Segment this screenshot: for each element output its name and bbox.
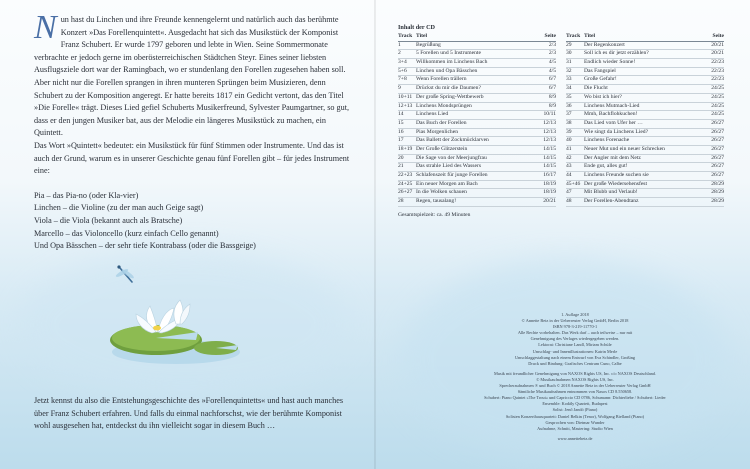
track-page: 4/5 (548, 67, 556, 74)
track-title: Linchens Mondsprüngen (416, 102, 472, 109)
track-number: 29 (566, 41, 572, 48)
track-title: Mit Blubb und Verlaub! (584, 189, 638, 196)
track-title: Wo bist ich hier? (584, 93, 622, 100)
track-page: 12/13 (543, 137, 556, 144)
track-row (398, 172, 556, 181)
track-number: 43 (566, 163, 572, 170)
track-page: 24/25 (711, 102, 724, 109)
track-number: 35 (566, 93, 572, 100)
instrument-line: Und Opa Bässchen – der sehr tiefe Kontrabass (oder die Bassgeige) (34, 241, 256, 251)
track-row (398, 42, 556, 51)
track-title: Der Forellen-Abendtanz (584, 198, 639, 205)
track-table-header (398, 33, 556, 42)
track-title: Die Sage von der Meerjungfrau (416, 154, 487, 161)
track-row (398, 198, 556, 207)
story-text (34, 9, 354, 253)
track-page: 22/23 (711, 59, 724, 66)
track-title: Wenn Forellen trällern (416, 76, 467, 83)
track-title: Das Fangspiel (584, 67, 616, 74)
imprint-line: Musik mit freundlicher Genehmigung von NAXOS Rights US, Inc. c/o NAXOS Deutschland. (493, 370, 657, 376)
track-row (566, 181, 724, 190)
instrument-line: Marcello – das Violoncello (kurz einfach Cello genannt) (34, 228, 219, 238)
track-title: Schlafenszeit für junge Forellen (416, 172, 488, 178)
track-number: 17 (398, 137, 404, 144)
track-row (398, 146, 556, 155)
track-number: 2 (398, 50, 401, 57)
track-number: 30 (566, 50, 572, 57)
track-number: 24+25 (398, 180, 413, 187)
track-number: 44 (566, 172, 572, 178)
track-title: Linchens Mutmach-Lied (584, 102, 640, 109)
track-row (398, 94, 556, 103)
track-row (566, 42, 724, 51)
header-title: Titel (584, 33, 596, 39)
track-page: 26/27 (711, 119, 724, 126)
header-page: Seite (544, 33, 556, 39)
track-title: Linchens Forenache (584, 137, 630, 144)
track-title: Linchens Lied (416, 111, 449, 118)
cd-contents-title: Inhalt der CD (398, 24, 436, 31)
track-title: Mmh, Bachflohkuchen! (584, 111, 638, 118)
track-column-right (566, 33, 724, 207)
imprint-line: Aufnahme, Schnitt, Mastering: Studio Wien (537, 425, 613, 431)
track-page: 20/21 (543, 198, 556, 205)
track-title: Linchens Freunde suchen sie (584, 172, 649, 178)
track-title: Das Lied vom Ufer her … (584, 119, 643, 126)
track-row (566, 59, 724, 68)
imprint-line: Genehmigung des Verlages wiedergegeben werden. (530, 336, 620, 342)
story-paragraph-quintett: Das Wort »Quintett« bedeutet: ein Musikstück für fünf Stimmen oder Instrumente. Und das ist auch der Grund, warum es in unserer Geschichte genau fünf Forellen gibt – für jedes Instrument eine: (34, 140, 350, 176)
track-page: 2/3 (548, 41, 556, 48)
imprint-line: Sämtliche Musikaufnahmen entnommen von Naxos CD 8.550658. (517, 389, 633, 395)
story-outro-text: Jetzt kennst du also die Entstehungsgeschichte des »Forellenquintetts« und hast auch manches über Franz Schubert erfahren. Und falls du einmal nachforschst, wie der berühmte Komponist wohl ausgesehen hat, entdeckst du ihn vielleicht sogar in diesem Buch … (34, 396, 344, 431)
track-title: Die Flucht (584, 85, 608, 92)
story-intro-text: un hast du Linchen und ihre Freunde kennengelernt und natürlich auch das berühmte Konzert »Das Forellenquintett«. Ausgedacht hat sich das Musikstück der Komponist Franz Schubert. Er wurde 1797 geboren und lebte in Wien. Seine Sommermonate verbrachte er jedoch gerne im oberösterreichischen Städtchen Steyr. Eines seiner liebsten Ausflugsziele dort war der Ramingbach, wo er stundenlang den Forellen zugesehen haben soll. Aber nicht nur die Forellen sprangen in ihren munteren Sprüngen beim Musizieren, denn Schubert zu der Komposition angeregt. Er hatte bereits 1817 ein Gedicht vertont, das den Titel »Die Forelle« trägt. Dieses Lied gefiel Schuberts Musikerfreund, Sylvester Paumgartner, so gut, dass er den jungen Musiker bat, aus der Melodie ein längeres Musikstück zu machen, ein Quintett. (34, 15, 350, 138)
track-row (398, 111, 556, 120)
track-row (566, 198, 724, 207)
track-page: 26/27 (711, 172, 724, 178)
track-title: Das Ballett der Zockmücklarven (416, 137, 489, 144)
track-row (398, 59, 556, 68)
track-page: 8/9 (548, 93, 556, 100)
story-intro (34, 9, 354, 140)
track-number: 22+23 (398, 172, 413, 178)
imprint-line: Druck und Bindung: Grafisches Centrum Cuno, Calbe (528, 360, 622, 366)
track-page: 28/29 (711, 189, 724, 196)
track-row (566, 85, 724, 94)
track-page: 20/21 (711, 50, 724, 57)
track-row (566, 111, 724, 120)
track-row (398, 137, 556, 146)
imprint-line: 1. Auflage 2018 (561, 312, 589, 317)
track-title: Begrüßung (416, 41, 441, 48)
track-number: 15 (398, 119, 404, 126)
track-number: 12+13 (398, 102, 413, 109)
imprint-line: © Musikaufnahmen NAXOS Rights US, Inc. (536, 376, 614, 382)
track-page: 16/17 (543, 172, 556, 178)
track-title: Wie singt da Linchens Lied? (584, 128, 649, 135)
track-page: 26/27 (711, 154, 724, 161)
track-number: 7+8 (398, 76, 407, 83)
track-page: 24/25 (711, 111, 724, 118)
header-title: Titel (416, 33, 428, 39)
track-title: Ein neuer Morgen am Bach (416, 180, 478, 187)
cd-contents (398, 24, 724, 218)
track-table-header (566, 33, 724, 42)
track-page: 6/7 (548, 85, 556, 92)
track-row (566, 163, 724, 172)
story-outro (34, 395, 359, 433)
imprint-line: Gesprochen von: Dietmar Wunder (545, 419, 605, 425)
track-title: Drückst du mir die Daumen? (416, 85, 481, 92)
imprint-line: Schubert: Piano Quintet »The Trout« und Capriccio CD 0786, Schumann: Dichterliebe / Schubert: Lieder (484, 395, 666, 401)
track-row (398, 163, 556, 172)
track-page: 14/15 (543, 145, 556, 152)
track-number: 41 (566, 145, 572, 152)
track-title: Das strahle Lied des Wassers (416, 163, 481, 170)
track-title: Das Buch der Forellen (416, 119, 467, 126)
track-number: 34 (566, 85, 572, 92)
track-row (566, 94, 724, 103)
track-row (566, 172, 724, 181)
track-row (566, 189, 724, 198)
track-number: 48 (566, 198, 572, 205)
track-page: 10/11 (543, 111, 556, 118)
track-page: 6/7 (548, 76, 556, 83)
track-page: 18/19 (543, 180, 556, 187)
imprint-line: Sprecheraufnahmen ℗ und Buch © 2018 Annette Betz in der Ueberreuter Verlag GmbH (499, 383, 651, 389)
track-page: 28/29 (711, 198, 724, 205)
track-title: Willkommen im Linchens Bach (416, 59, 488, 66)
track-page: 26/27 (711, 145, 724, 152)
track-number: 28 (398, 198, 404, 205)
track-page: 24/25 (711, 85, 724, 92)
track-row (398, 155, 556, 164)
lily-bud-icon (174, 300, 190, 324)
track-page: 26/27 (711, 128, 724, 135)
track-row (398, 50, 556, 59)
track-row (566, 120, 724, 129)
track-page: 4/5 (548, 59, 556, 66)
track-number: 38 (566, 119, 572, 126)
track-number: 26+27 (398, 189, 413, 196)
track-number: 40 (566, 137, 572, 144)
track-row (566, 50, 724, 59)
track-page: 28/29 (711, 180, 724, 187)
track-row (566, 137, 724, 146)
instrument-line: Linchen – die Violine (zu der man auch Geige sagt) (34, 203, 204, 213)
track-page: 22/23 (711, 67, 724, 74)
track-number: 16 (398, 128, 404, 135)
track-number: 37 (566, 111, 572, 118)
header-page: Seite (712, 33, 724, 39)
track-page: 26/27 (711, 137, 724, 144)
track-title: Pias Morgenlichen (416, 128, 458, 135)
track-title: Neuer Mut und ein neuer Schrecken (584, 145, 665, 152)
track-page: 14/15 (543, 154, 556, 161)
track-title: Der große Wiedersehensfest (584, 180, 648, 187)
track-number: 39 (566, 128, 572, 135)
track-row (398, 189, 556, 198)
track-row (398, 76, 556, 85)
instrument-line: Viola – die Viola (bekannt auch als Bratsche) (34, 215, 183, 225)
imprint-line: © Annette Betz in der Ueberreuter Verlag GmbH, Berlin 2018 (521, 318, 629, 324)
imprint-line: Alle Rechte vorbehalten. Das Werk darf – auch teilweise – nur mit (517, 330, 633, 336)
track-page: 12/13 (543, 119, 556, 126)
track-number: 47 (566, 189, 572, 196)
imprint-line: www.annettebetz.de (557, 435, 593, 441)
instrument-line: Pia – das Pia-no (oder Kla-vier) (34, 190, 139, 200)
track-number: 20 (398, 154, 404, 161)
track-row (398, 129, 556, 138)
track-title: Ende gut, alles gut! (584, 163, 628, 170)
drop-cap: N (34, 9, 57, 46)
track-column-left (398, 33, 556, 207)
track-title: 5 Forellen und 5 Instrumente (416, 50, 481, 57)
track-row (398, 68, 556, 77)
imprint-line: Solist: Jenő Jandó (Piano) (552, 407, 598, 413)
track-title: Soll ich es dir jetzt erzählen? (584, 50, 649, 57)
track-page: 8/9 (548, 102, 556, 109)
track-number: 36 (566, 102, 572, 109)
track-row (398, 85, 556, 94)
imprint-line: Solisten Konzerthausquartett: Daniel Belkin (Tenor), Wolfgang Bielland (Piano) (505, 413, 645, 419)
book-spine (374, 0, 376, 469)
imprint (470, 312, 680, 442)
header-track: Track (398, 33, 413, 39)
track-row (398, 103, 556, 112)
track-number: 33 (566, 76, 572, 83)
imprint-line: Ensemble: Kodály Quartett, Budapest (542, 401, 608, 407)
track-title: Der Angler mit dem Netz (584, 154, 641, 161)
dragonfly-icon (115, 265, 135, 282)
track-row (566, 146, 724, 155)
imprint-line: ISBN 978-3-219-11770-1 (552, 324, 598, 330)
track-number: 14 (398, 111, 404, 118)
track-number: 31 (566, 59, 572, 66)
track-number: 5+6 (398, 67, 407, 74)
track-number: 3+4 (398, 59, 407, 66)
track-title: Regen, tausalang! (416, 198, 457, 205)
track-number: 10+11 (398, 93, 413, 100)
track-row (566, 76, 724, 85)
track-number: 42 (566, 154, 572, 161)
track-number: 32 (566, 67, 572, 74)
track-page: 26/27 (711, 163, 724, 170)
track-title: Der große Spring-Wettbewerb (416, 93, 484, 100)
imprint-line: Umschlaggestaltung nach einem Entwurf von Eva Schindler, Großing (514, 354, 636, 360)
track-row (566, 68, 724, 77)
track-title: Linchen und Opa Bässchen (416, 67, 478, 74)
track-page: 18/19 (543, 189, 556, 196)
track-title: Endlich wieder Sonne! (584, 59, 636, 66)
track-title: Der Regenkonzert (584, 41, 625, 48)
track-page: 20/21 (711, 41, 724, 48)
track-row (398, 181, 556, 190)
track-number: 45+46 (566, 180, 581, 187)
track-row (566, 155, 724, 164)
track-number: 18+19 (398, 145, 413, 152)
track-row (398, 120, 556, 129)
track-number: 9 (398, 85, 401, 92)
track-page: 12/13 (543, 128, 556, 135)
track-number: 21 (398, 163, 404, 170)
track-page: 2/3 (548, 50, 556, 57)
imprint-line: Lektorat: Christiane Landl, Miriam Schüle (538, 342, 612, 348)
track-title: In die Wolken schauen (416, 189, 467, 196)
track-page: 24/25 (711, 93, 724, 100)
lily-pad-icon (110, 325, 238, 355)
track-title: Große Gefahr! (584, 76, 617, 83)
track-row (566, 103, 724, 112)
imprint-line: Umschlag- und Innenillustrationen: Katrin Merle (532, 348, 618, 354)
track-row (566, 129, 724, 138)
lily-pad-illustration (98, 262, 248, 372)
total-playtime: Gesamtspielzeit: ca. 49 Minuten (398, 211, 471, 218)
track-page: 14/15 (543, 163, 556, 170)
track-page: 22/23 (711, 76, 724, 83)
track-title: Der Große Glitzerstein (416, 145, 468, 152)
track-number: 1 (398, 41, 401, 48)
header-track: Track (566, 33, 581, 39)
